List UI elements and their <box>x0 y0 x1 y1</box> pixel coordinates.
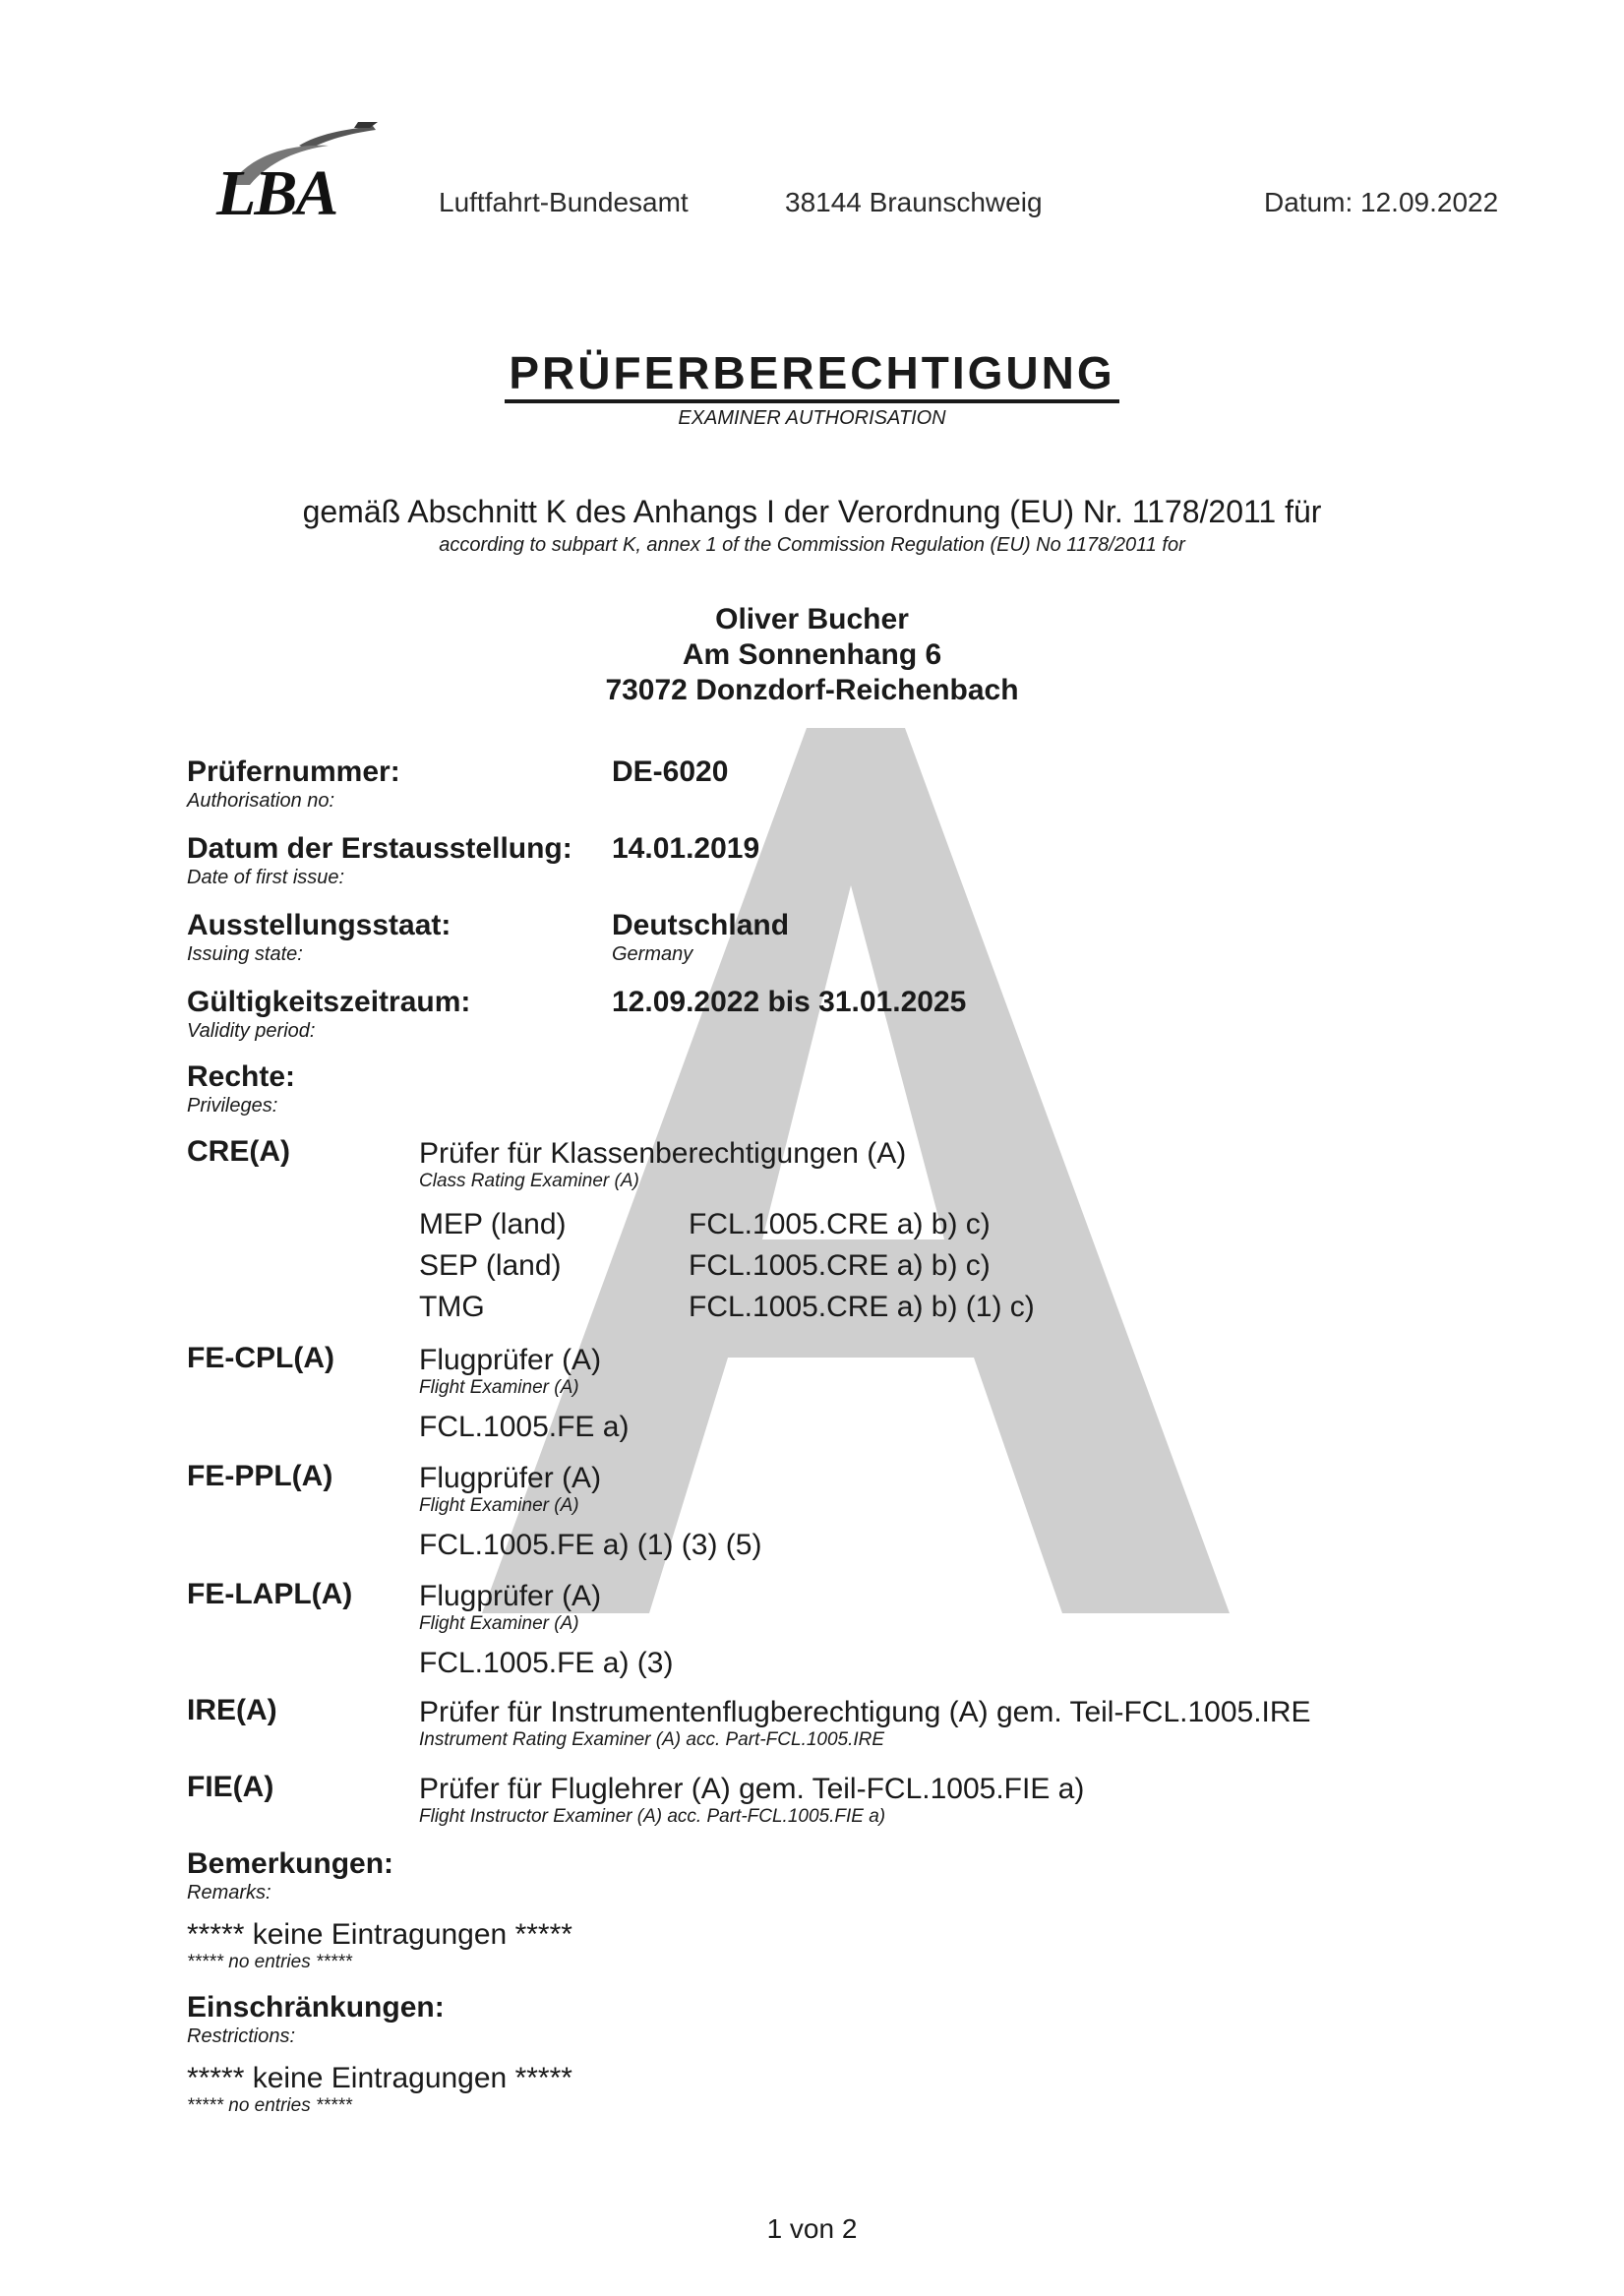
issuing-state-label: Ausstellungsstaat: Issuing state: <box>187 909 451 965</box>
privileges-label: Rechte: Privileges: <box>187 1060 296 1117</box>
title-de: PRÜFERBERECHTIGUNG <box>505 348 1118 403</box>
privilege-code-fe-ppl: FE-PPL(A) <box>187 1460 333 1492</box>
cre-ref-sep: FCL.1005.CRE a) b) c) <box>689 1249 991 1282</box>
holder-name: Oliver Bucher <box>715 603 909 635</box>
privilege-code-fe-cpl: FE-CPL(A) <box>187 1342 334 1374</box>
privilege-code-fie: FIE(A) <box>187 1771 274 1803</box>
authorisation-number-value: DE-6020 <box>612 755 729 788</box>
holder-address <box>0 602 1624 708</box>
first-issue-label: Datum der Erstausstellung: Date of first issue: <box>187 832 572 888</box>
remarks-label: Bemerkungen: Remarks: <box>187 1847 394 1903</box>
cre-ref-mep: FCL.1005.CRE a) b) c) <box>689 1208 991 1240</box>
validity-label: Gültigkeitszeitraum: Validity period: <box>187 986 471 1042</box>
authority-city: 38144 Braunschweig <box>785 187 1043 217</box>
legal-basis-en: according to subpart K, annex 1 of the Commission Regulation (EU) No 1178/2011 for <box>439 534 1185 556</box>
restrictions-value: ***** keine Eintragungen ***** ***** no entries ***** <box>187 2062 572 2116</box>
remarks-value: ***** keine Eintragungen ***** ***** no entries ***** <box>187 1918 572 1972</box>
privilege-fe-ppl-desc: Flugprüfer (A) Flight Examiner (A) <box>419 1462 602 1516</box>
fe-cpl-ref: FCL.1005.FE a) <box>419 1411 630 1443</box>
privilege-code-ire: IRE(A) <box>187 1694 277 1726</box>
page-number: 1 von 2 <box>766 2213 858 2244</box>
holder-street: Am Sonnenhang 6 <box>682 638 942 671</box>
privilege-fe-cpl-desc: Flugprüfer (A) Flight Examiner (A) <box>419 1344 602 1398</box>
fe-ppl-ref: FCL.1005.FE a) (1) (3) (5) <box>419 1529 762 1561</box>
cre-class-mep: MEP (land) <box>419 1208 567 1240</box>
cre-class-tmg: TMG <box>419 1291 485 1323</box>
privilege-cre-desc: Prüfer für Klassenberechtigungen (A) Class Rating Examiner (A) <box>419 1137 907 1191</box>
authority-name: Luftfahrt-Bundesamt <box>439 187 689 217</box>
first-issue-value: 14.01.2019 <box>612 832 760 865</box>
holder-city: 73072 Donzdorf-Reichenbach <box>605 674 1019 706</box>
logo-text: LBA <box>216 157 337 220</box>
legal-basis <box>0 494 1624 557</box>
document-date: Datum: 12.09.2022 <box>1264 187 1499 217</box>
document-title <box>0 348 1624 430</box>
authorisation-number-label: Prüfernummer: Authorisation no: <box>187 755 400 812</box>
title-en: EXAMINER AUTHORISATION <box>678 407 946 429</box>
privilege-code-cre: CRE(A) <box>187 1135 290 1168</box>
fe-lapl-ref: FCL.1005.FE a) (3) <box>419 1647 674 1679</box>
legal-basis-de: gemäß Abschnitt K des Anhangs I der Verordnung (EU) Nr. 1178/2011 für <box>302 494 1322 529</box>
lba-logo <box>211 116 378 220</box>
privilege-fe-lapl-desc: Flugprüfer (A) Flight Examiner (A) <box>419 1580 602 1634</box>
issuing-state-value: Deutschland Germany <box>612 909 790 965</box>
validity-value: 12.09.2022 bis 31.01.2025 <box>612 986 967 1018</box>
cre-ref-tmg: FCL.1005.CRE a) b) (1) c) <box>689 1291 1035 1323</box>
privilege-ire-desc: Prüfer für Instrumentenflugberechtigung (A) gem. Teil-FCL.1005.IRE Instrument Rating Examiner (A) acc. Part-FCL.1005.IRE <box>419 1696 1311 1750</box>
restrictions-label: Einschränkungen: Restrictions: <box>187 1991 445 2047</box>
privilege-code-fe-lapl: FE-LAPL(A) <box>187 1578 353 1610</box>
cre-class-sep: SEP (land) <box>419 1249 562 1282</box>
privilege-fie-desc: Prüfer für Fluglehrer (A) gem. Teil-FCL.1005.FIE a) Flight Instructor Examiner (A) acc. Part-FCL.1005.FIE a) <box>419 1773 1085 1827</box>
